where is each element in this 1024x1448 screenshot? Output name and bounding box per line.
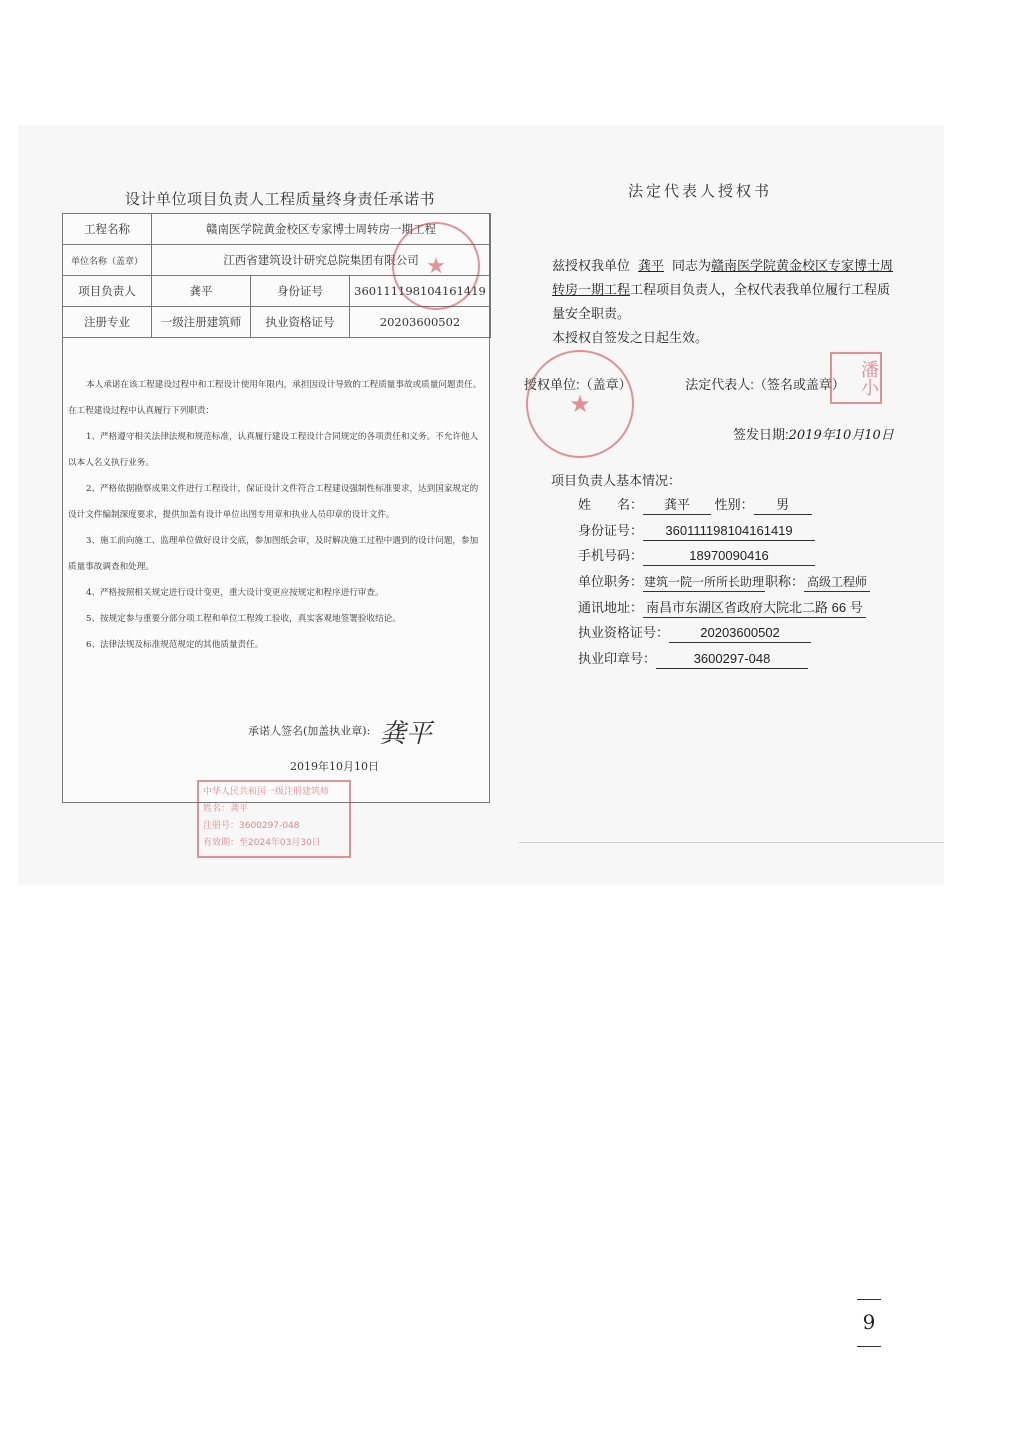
page-number-top-rule xyxy=(857,1299,881,1300)
field-row-address xyxy=(578,597,898,623)
commitment-paragraph: 4、严格按照相关规定进行设计变更，重大设计变更应按规定和程序进行审查。 xyxy=(86,588,384,598)
field-row-cert xyxy=(578,622,898,648)
gender-label: 性别： xyxy=(714,497,754,512)
position-value: 建筑一院一所所长助理 xyxy=(643,573,765,592)
title-value: 高级工程师 xyxy=(804,573,870,592)
unit-name-value: 江西省建筑设计研究总院集团有限公司 xyxy=(152,245,491,276)
page-number: 9 xyxy=(862,1310,876,1334)
signature-label: 承诺人签名(加盖执业章): xyxy=(248,724,371,738)
legal-rep-label: 法定代表人:（签名或盖章） xyxy=(685,377,845,392)
seal-line: 注册号：3600297-048 xyxy=(203,821,300,831)
seal-no-value: 3600297-048 xyxy=(656,650,808,669)
name-label: 姓 名： xyxy=(578,497,644,512)
seal-line: 中华人民共和国一级注册建筑师 xyxy=(203,787,330,797)
authorization-body xyxy=(524,254,894,350)
id-value: 360111198104161419 xyxy=(350,276,491,307)
leader-label: 项目负责人 xyxy=(63,276,152,307)
cert-value: 20203600502 xyxy=(669,624,811,643)
handwritten-signature: 龚平 xyxy=(379,719,432,749)
commitment-paragraph: 3、施工前向施工、监理单位做好设计交底，参加图纸会审，及时解决施工过程中遇到的设计问题，参加质量事故调查和处理。 xyxy=(68,536,479,572)
auth-middle: 同志为 xyxy=(672,258,712,273)
cert-label: 执业资格证号： xyxy=(578,625,670,641)
position-label: 单位职务： xyxy=(578,574,644,590)
commitment-paragraph: 本人承诺在该工程建设过程中和工程设计使用年限内，承担因设计导致的工程质量事故或质量问题责任。在工程建设过程中认真履行下列职责： xyxy=(68,380,482,416)
auth-effective: 本授权自签发之日起生效。 xyxy=(552,330,709,345)
legal-rep-seal: 潘小 xyxy=(830,352,882,404)
commitment-paragraph: 2、严格依据勘察成果文件进行工程设计，保证设计文件符合工程建设强制性标准要求，达到国家规定的设计文件编制深度要求，提供加盖有设计单位出图专用章和执业人员印章的设计文件。 xyxy=(68,484,479,520)
field-row-phone xyxy=(578,545,898,571)
major-label: 注册专业 xyxy=(63,307,152,338)
auth-project: 赣南医学院黄金校区专家博士周转房一期工程 xyxy=(552,258,894,297)
title-label: 职称： xyxy=(765,574,805,590)
issue-date-label: 签发日期: xyxy=(733,427,789,442)
auth-suffix: 工程项目负责人，全权代表我单位履行工程质量安全职责。 xyxy=(552,282,891,321)
seal-star-icon: ★ xyxy=(426,253,446,279)
company-seal-stamp xyxy=(392,222,480,310)
auth-unit-label: 授权单位:（盖章） xyxy=(524,377,632,392)
auth-person: 龚平 xyxy=(638,258,665,273)
commitment-date: 2019年10月10日 xyxy=(290,760,379,773)
leader-value: 龚平 xyxy=(152,276,251,307)
table-row xyxy=(63,307,491,338)
scan-edge-line xyxy=(519,842,944,843)
registration-seal-stamp xyxy=(197,780,351,858)
field-row-seal xyxy=(578,648,898,674)
major-value: 一级注册建筑师 xyxy=(152,307,251,338)
phone-value: 18970090416 xyxy=(643,547,815,566)
commitment-paragraph: 1、严格遵守相关法律法规和规范标准，认真履行建设工程设计合同规定的各项责任和义务。不允许他人以本人名义执行业务。 xyxy=(68,432,479,468)
project-name-label: 工程名称 xyxy=(63,214,152,245)
commitment-paragraph: 5、按规定参与重要分部分项工程和单位工程竣工验收，真实客观地签署验收结论。 xyxy=(86,614,401,624)
authorization-title: 法定代表人授权书 xyxy=(627,182,772,200)
basic-info-fields xyxy=(578,494,898,674)
page-number-bottom-rule xyxy=(857,1346,881,1347)
address-label: 通讯地址： xyxy=(578,599,644,615)
id-value: 360111198104161419 xyxy=(643,522,815,541)
id-label: 身份证号： xyxy=(578,522,644,538)
issue-date-line xyxy=(733,424,894,443)
seal-line: 有效期：至2024年03月30日 xyxy=(203,838,321,848)
seal-star-icon: ★ xyxy=(569,390,591,418)
authorization-company-seal xyxy=(526,350,634,458)
address-value: 南昌市东湖区省政府大院北二路 66 号 xyxy=(643,599,866,618)
cert-label: 执业资格证号 xyxy=(251,307,350,338)
auth-prefix: 兹授权我单位 xyxy=(552,258,631,273)
issue-date-value: 2019年10月10日 xyxy=(788,428,894,443)
seal-no-label: 执业印章号： xyxy=(578,651,657,667)
phone-label: 手机号码： xyxy=(578,548,644,564)
signature-line xyxy=(248,713,432,750)
basic-info-heading: 项目负责人基本情况： xyxy=(551,473,682,488)
id-label: 身份证号 xyxy=(251,276,350,307)
cert-value: 20203600502 xyxy=(350,307,491,338)
commitment-paragraph: 6、法律法规及标准规范规定的其他质量责任。 xyxy=(86,640,264,650)
seal-line: 姓名：龚平 xyxy=(203,804,249,814)
name-value: 龚平 xyxy=(643,496,711,515)
field-row-id xyxy=(578,520,898,546)
gender-value: 男 xyxy=(754,496,812,515)
commitment-body xyxy=(68,372,486,658)
project-name-value: 赣南医学院黄金校区专家博士周转房一期工程 xyxy=(152,214,491,245)
field-row-position xyxy=(578,571,898,597)
field-row-name xyxy=(578,494,898,520)
unit-name-label: 单位名称（盖章） xyxy=(63,245,152,276)
commitment-title: 设计单位项目负责人工程质量终身责任承诺书 xyxy=(124,190,435,208)
